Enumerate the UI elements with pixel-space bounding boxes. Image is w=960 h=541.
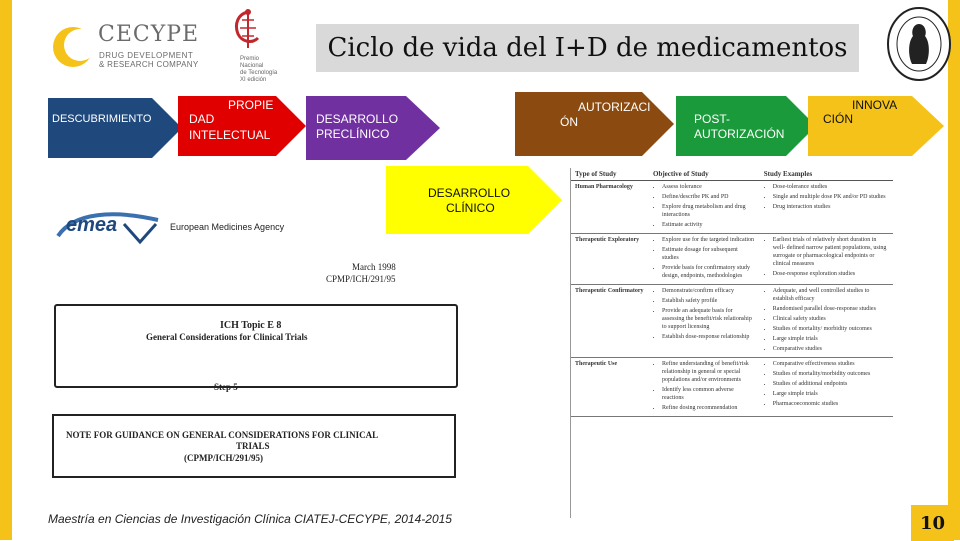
objective-item: • Identify less common adverse reactions	[662, 386, 756, 402]
page-title: Ciclo de vida del I+D de medicamentos	[316, 24, 859, 72]
example-item: • Randomised parallel dose-response studies	[773, 305, 889, 313]
example-item: • Pharmacoeconomic studies	[773, 400, 889, 408]
table-row	[571, 358, 893, 417]
arrow-label-post-line2: AUTORIZACIÓN	[694, 127, 785, 141]
study-type-table-container	[570, 168, 893, 518]
arrow-label-preclinico-line2: PRECLÍNICO	[316, 127, 390, 141]
example-item: • Adequate, and well controlled studies to establish efficacy	[773, 287, 889, 303]
table-header-type: Type of Study	[571, 168, 649, 181]
example-item: • Drug interaction studies	[773, 203, 889, 211]
arrow-label-propiedad-line2: DAD	[189, 112, 215, 126]
objective-item: • Establish dose-response relationship	[662, 333, 756, 341]
cecype-crescent-icon	[50, 24, 96, 70]
table-header-examples: Study Examples	[760, 168, 893, 181]
arrow-label-autorizacion-line1: AUTORIZACI	[578, 100, 651, 114]
arrow-label-descubrimiento: DESCUBRIMIENTO	[52, 113, 152, 125]
objective-item: • Estimate activity	[662, 221, 756, 229]
ich-topic-title: General Considerations for Clinical Trials	[146, 332, 308, 342]
note-line-1: NOTE FOR GUIDANCE ON GENERAL CONSIDERATIONS FOR CLINICAL	[66, 430, 379, 440]
study-type-cell: Therapeutic Confirmatory	[571, 285, 649, 358]
ich-step: Step 5	[214, 382, 238, 392]
award-line-2: Nacional	[240, 63, 264, 69]
example-item: • Studies of mortality/morbidity outcomes	[773, 370, 889, 378]
note-line-3: (CPMP/ICH/291/95)	[184, 453, 263, 463]
objective-item: • Estimate dosage for subsequent studies	[662, 246, 756, 262]
cecype-subtitle-1: DRUG DEVELOPMENT	[99, 51, 194, 60]
study-type-table	[571, 168, 893, 417]
study-examples-cell	[760, 181, 893, 234]
award-logo	[222, 8, 292, 92]
page-number: 10	[911, 505, 954, 541]
table-row	[571, 181, 893, 234]
objective-item: • Explore drug metabolism and drug interactions	[662, 203, 756, 219]
award-emblem-icon	[230, 8, 266, 54]
footer-text: Maestría en Ciencias de Investigación Clínica CIATEJ-CECYPE, 2014-2015	[48, 512, 452, 526]
emea-document	[48, 200, 448, 490]
table-row	[571, 285, 893, 358]
cecype-subtitle-2: & RESEARCH COMPANY	[99, 60, 199, 69]
award-line-1: Premio	[240, 56, 260, 62]
emea-agency-name: European Medicines Agency	[170, 222, 285, 232]
arrow-label-innovacion-line1: INNOVA	[852, 98, 898, 112]
academy-seal	[886, 6, 958, 84]
study-objective-cell	[649, 234, 760, 285]
study-objective-cell	[649, 285, 760, 358]
ich-topic: ICH Topic E 8	[220, 320, 282, 331]
objective-item: • Establish safety profile	[662, 297, 756, 305]
objective-item: • Provide an adequate basis for assessing the benefit/risk relationship to support licensing	[662, 307, 756, 331]
study-examples-cell	[760, 285, 893, 358]
study-examples-cell	[760, 358, 893, 417]
arrow-label-clinico-line1: DESARROLLO	[428, 186, 511, 200]
academy-seal-icon	[886, 6, 952, 82]
emea-date: March 1998	[352, 262, 396, 272]
example-item: • Clinical safety studies	[773, 315, 889, 323]
arrow-label-preclinico-line1: DESARROLLO	[316, 112, 399, 126]
award-line-4: XI edición	[240, 77, 267, 83]
table-header-row	[571, 168, 893, 181]
objective-item: • Refine understanding of benefit/risk relationship in general or special populations and/or environments	[662, 360, 756, 384]
example-item: • Large simple trials	[773, 335, 889, 343]
example-item: • Studies of mortality/ morbidity outcomes	[773, 325, 889, 333]
study-examples-cell	[760, 234, 893, 285]
emea-logo	[54, 206, 164, 246]
award-line-3: de Tecnología	[240, 70, 278, 76]
study-type-cell: Therapeutic Exploratory	[571, 234, 649, 285]
objective-item: • Provide basis for confirmatory study design, endpoints, methodologies	[662, 264, 756, 280]
example-item: • Single and multiple dose PK and/or PD studies	[773, 193, 889, 201]
arrow-label-innovacion-line2: CIÓN	[823, 112, 853, 126]
ich-topic-box	[54, 304, 458, 388]
cecype-name: CECYPE	[98, 22, 200, 47]
table-header-objective: Objective of Study	[649, 168, 760, 181]
example-item: • Comparative effectiveness studies	[773, 360, 889, 368]
study-type-cell: Therapeutic Use	[571, 358, 649, 417]
example-item: • Dose-response exploration studies	[773, 270, 889, 278]
example-item: • Dose-tolerance studies	[773, 183, 889, 191]
example-item: • Studies of additional endpoints	[773, 380, 889, 388]
arrow-label-propiedad-line1: PROPIE	[228, 98, 274, 112]
study-type-cell: Human Pharmacology	[571, 181, 649, 234]
table-row	[571, 234, 893, 285]
study-objective-cell	[649, 358, 760, 417]
arrow-label-propiedad-line3: INTELECTUAL	[189, 128, 271, 142]
objective-item: • Refine dosing recommendation	[662, 404, 756, 412]
arrow-label-autorizacion-line2: ÓN	[560, 115, 578, 129]
arrow-label-post-line1: POST-	[694, 112, 731, 126]
objective-item: • Demonstrate/confirm efficacy	[662, 287, 756, 295]
arrow-descubrimiento	[48, 98, 182, 158]
emea-logo-text: emea	[66, 214, 118, 236]
example-item: • Earliest trials of relatively short duration in well- defined narrow patient populations, using surrogate or pharmacological endpoints or clinical measures	[773, 236, 889, 268]
example-item: • Comparative studies	[773, 345, 889, 353]
cecype-logo	[50, 22, 200, 72]
note-line-2: TRIALS	[236, 441, 270, 451]
emea-ref: CPMP/ICH/291/95	[326, 274, 396, 284]
objective-item: • Assess tolerance	[662, 183, 756, 191]
objective-item: • Define/describe PK and PD	[662, 193, 756, 201]
example-item: • Large simple trials	[773, 390, 889, 398]
arrow-label-clinico-line2: CLÍNICO	[446, 201, 495, 215]
objective-item: • Explore use for the targeted indication	[662, 236, 756, 244]
study-objective-cell	[649, 181, 760, 234]
